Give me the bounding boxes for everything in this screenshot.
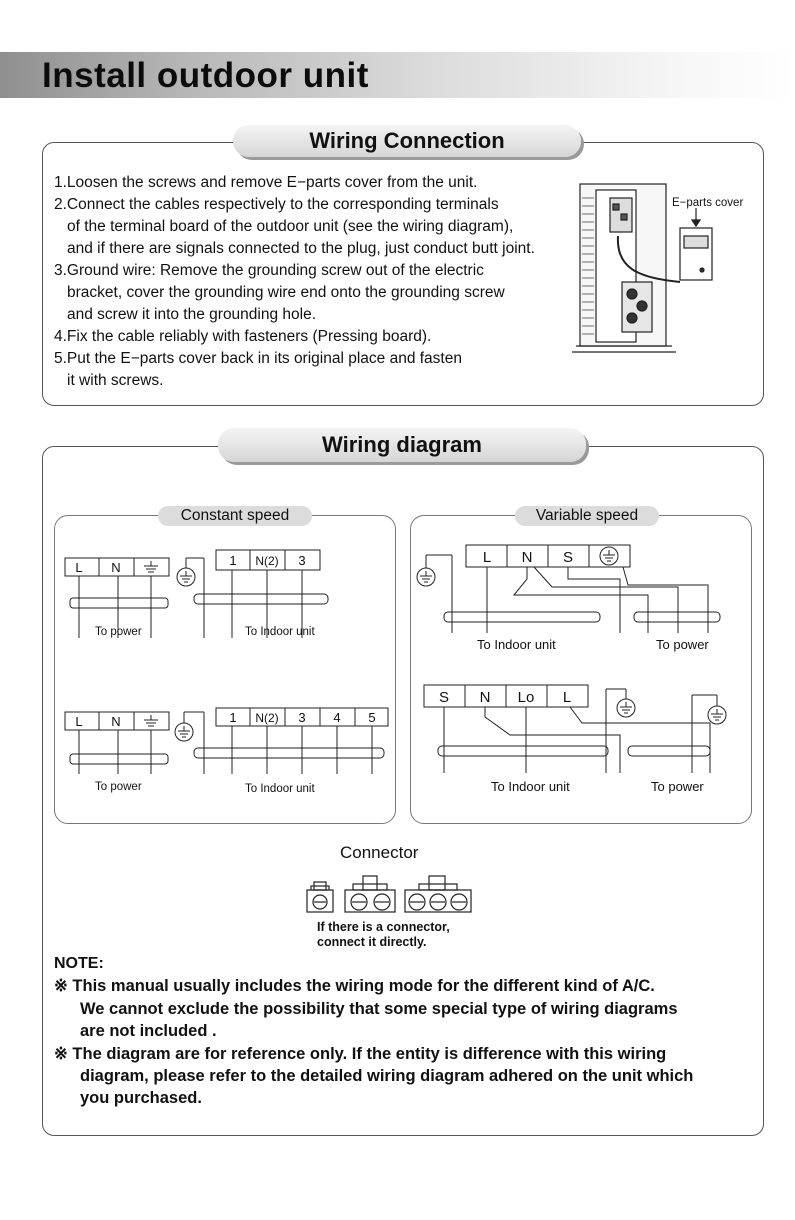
step-line: and if there are signals connected to the plug, just conduct butt joint. xyxy=(67,240,535,257)
terminal-label: 1 xyxy=(229,710,237,725)
to-indoor-label: To Indoor unit xyxy=(491,779,570,794)
terminal-label: S xyxy=(562,549,574,566)
to-power-label: To power xyxy=(95,781,142,793)
to-indoor-label: To Indoor unit xyxy=(245,783,315,795)
terminal-label: 3 xyxy=(298,710,306,725)
wiring-steps xyxy=(54,172,535,392)
to-power-label: To power xyxy=(95,626,142,638)
connector-title: Connector xyxy=(340,843,419,862)
wiring-diagram-title: Wiring diagram xyxy=(218,428,586,462)
page-title: Install outdoor unit xyxy=(42,56,369,95)
step-line: 1.Loosen the screws and remove E−parts cover from the unit. xyxy=(54,174,478,191)
note-line: ※ This manual usually includes the wiring mode for the different kind of A/C. xyxy=(54,977,655,995)
note-heading: NOTE: xyxy=(54,955,104,972)
terminal-label: L xyxy=(562,689,572,706)
note-line: We cannot exclude the possibility that some special type of wiring diagrams xyxy=(80,1000,678,1018)
note-line: ※ The diagram are for reference only. If the entity is difference with this wiring xyxy=(54,1045,667,1063)
terminal-label: Lo xyxy=(517,689,535,706)
wiring-connection-title: Wiring Connection xyxy=(233,125,581,157)
variable-speed-diagram xyxy=(410,535,750,805)
to-indoor-label: To Indoor unit xyxy=(477,637,556,652)
note-line: diagram, please refer to the detailed wiring diagram adhered on the unit which xyxy=(80,1067,694,1085)
step-line: bracket, cover the grounding wire end onto the grounding screw xyxy=(67,284,505,301)
eparts-cover-label: E−parts cover xyxy=(672,197,744,209)
constant-speed-diagram xyxy=(54,540,394,810)
terminal-label: 3 xyxy=(298,553,306,568)
connector-note-line: connect it directly. xyxy=(317,934,427,949)
note-line: you purchased. xyxy=(80,1089,202,1107)
step-line: 5.Put the E−parts cover back in its original place and fasten xyxy=(54,350,462,367)
constant-speed-title: Constant speed xyxy=(158,506,312,526)
step-line: 3.Ground wire: Remove the grounding screw out of the electric xyxy=(54,262,484,279)
connector-illustration xyxy=(305,872,475,916)
terminal-label: L xyxy=(75,560,83,575)
terminal-label: S xyxy=(438,689,450,706)
terminal-label: N xyxy=(479,689,491,706)
terminal-label: N xyxy=(111,560,121,575)
note-line: are not included . xyxy=(80,1022,217,1040)
connector-note-line: If there is a connector, xyxy=(317,920,450,934)
terminal-label: N xyxy=(111,714,121,729)
terminal-label: 4 xyxy=(333,710,341,725)
to-indoor-label: To Indoor unit xyxy=(245,626,315,638)
terminal-label: N xyxy=(521,549,533,566)
terminal-label: L xyxy=(75,714,83,729)
to-power-label: To power xyxy=(656,637,709,652)
terminal-label: 1 xyxy=(229,553,237,568)
step-line: it with screws. xyxy=(67,372,164,389)
variable-speed-title: Variable speed xyxy=(515,506,659,526)
step-line: 2.Connect the cables respectively to the corresponding terminals xyxy=(54,196,499,213)
terminal-label: N(2) xyxy=(255,711,279,725)
to-power-label: To power xyxy=(651,779,704,794)
step-line: and screw it into the grounding hole. xyxy=(67,306,317,323)
connector-note xyxy=(317,920,450,949)
step-line: of the terminal board of the outdoor unit (see the wiring diagram), xyxy=(67,218,514,235)
terminal-label: N(2) xyxy=(255,554,279,568)
terminal-label: L xyxy=(482,549,492,566)
step-line: 4.Fix the cable reliably with fasteners (Pressing board). xyxy=(54,328,432,345)
terminal-label: 5 xyxy=(368,710,376,725)
